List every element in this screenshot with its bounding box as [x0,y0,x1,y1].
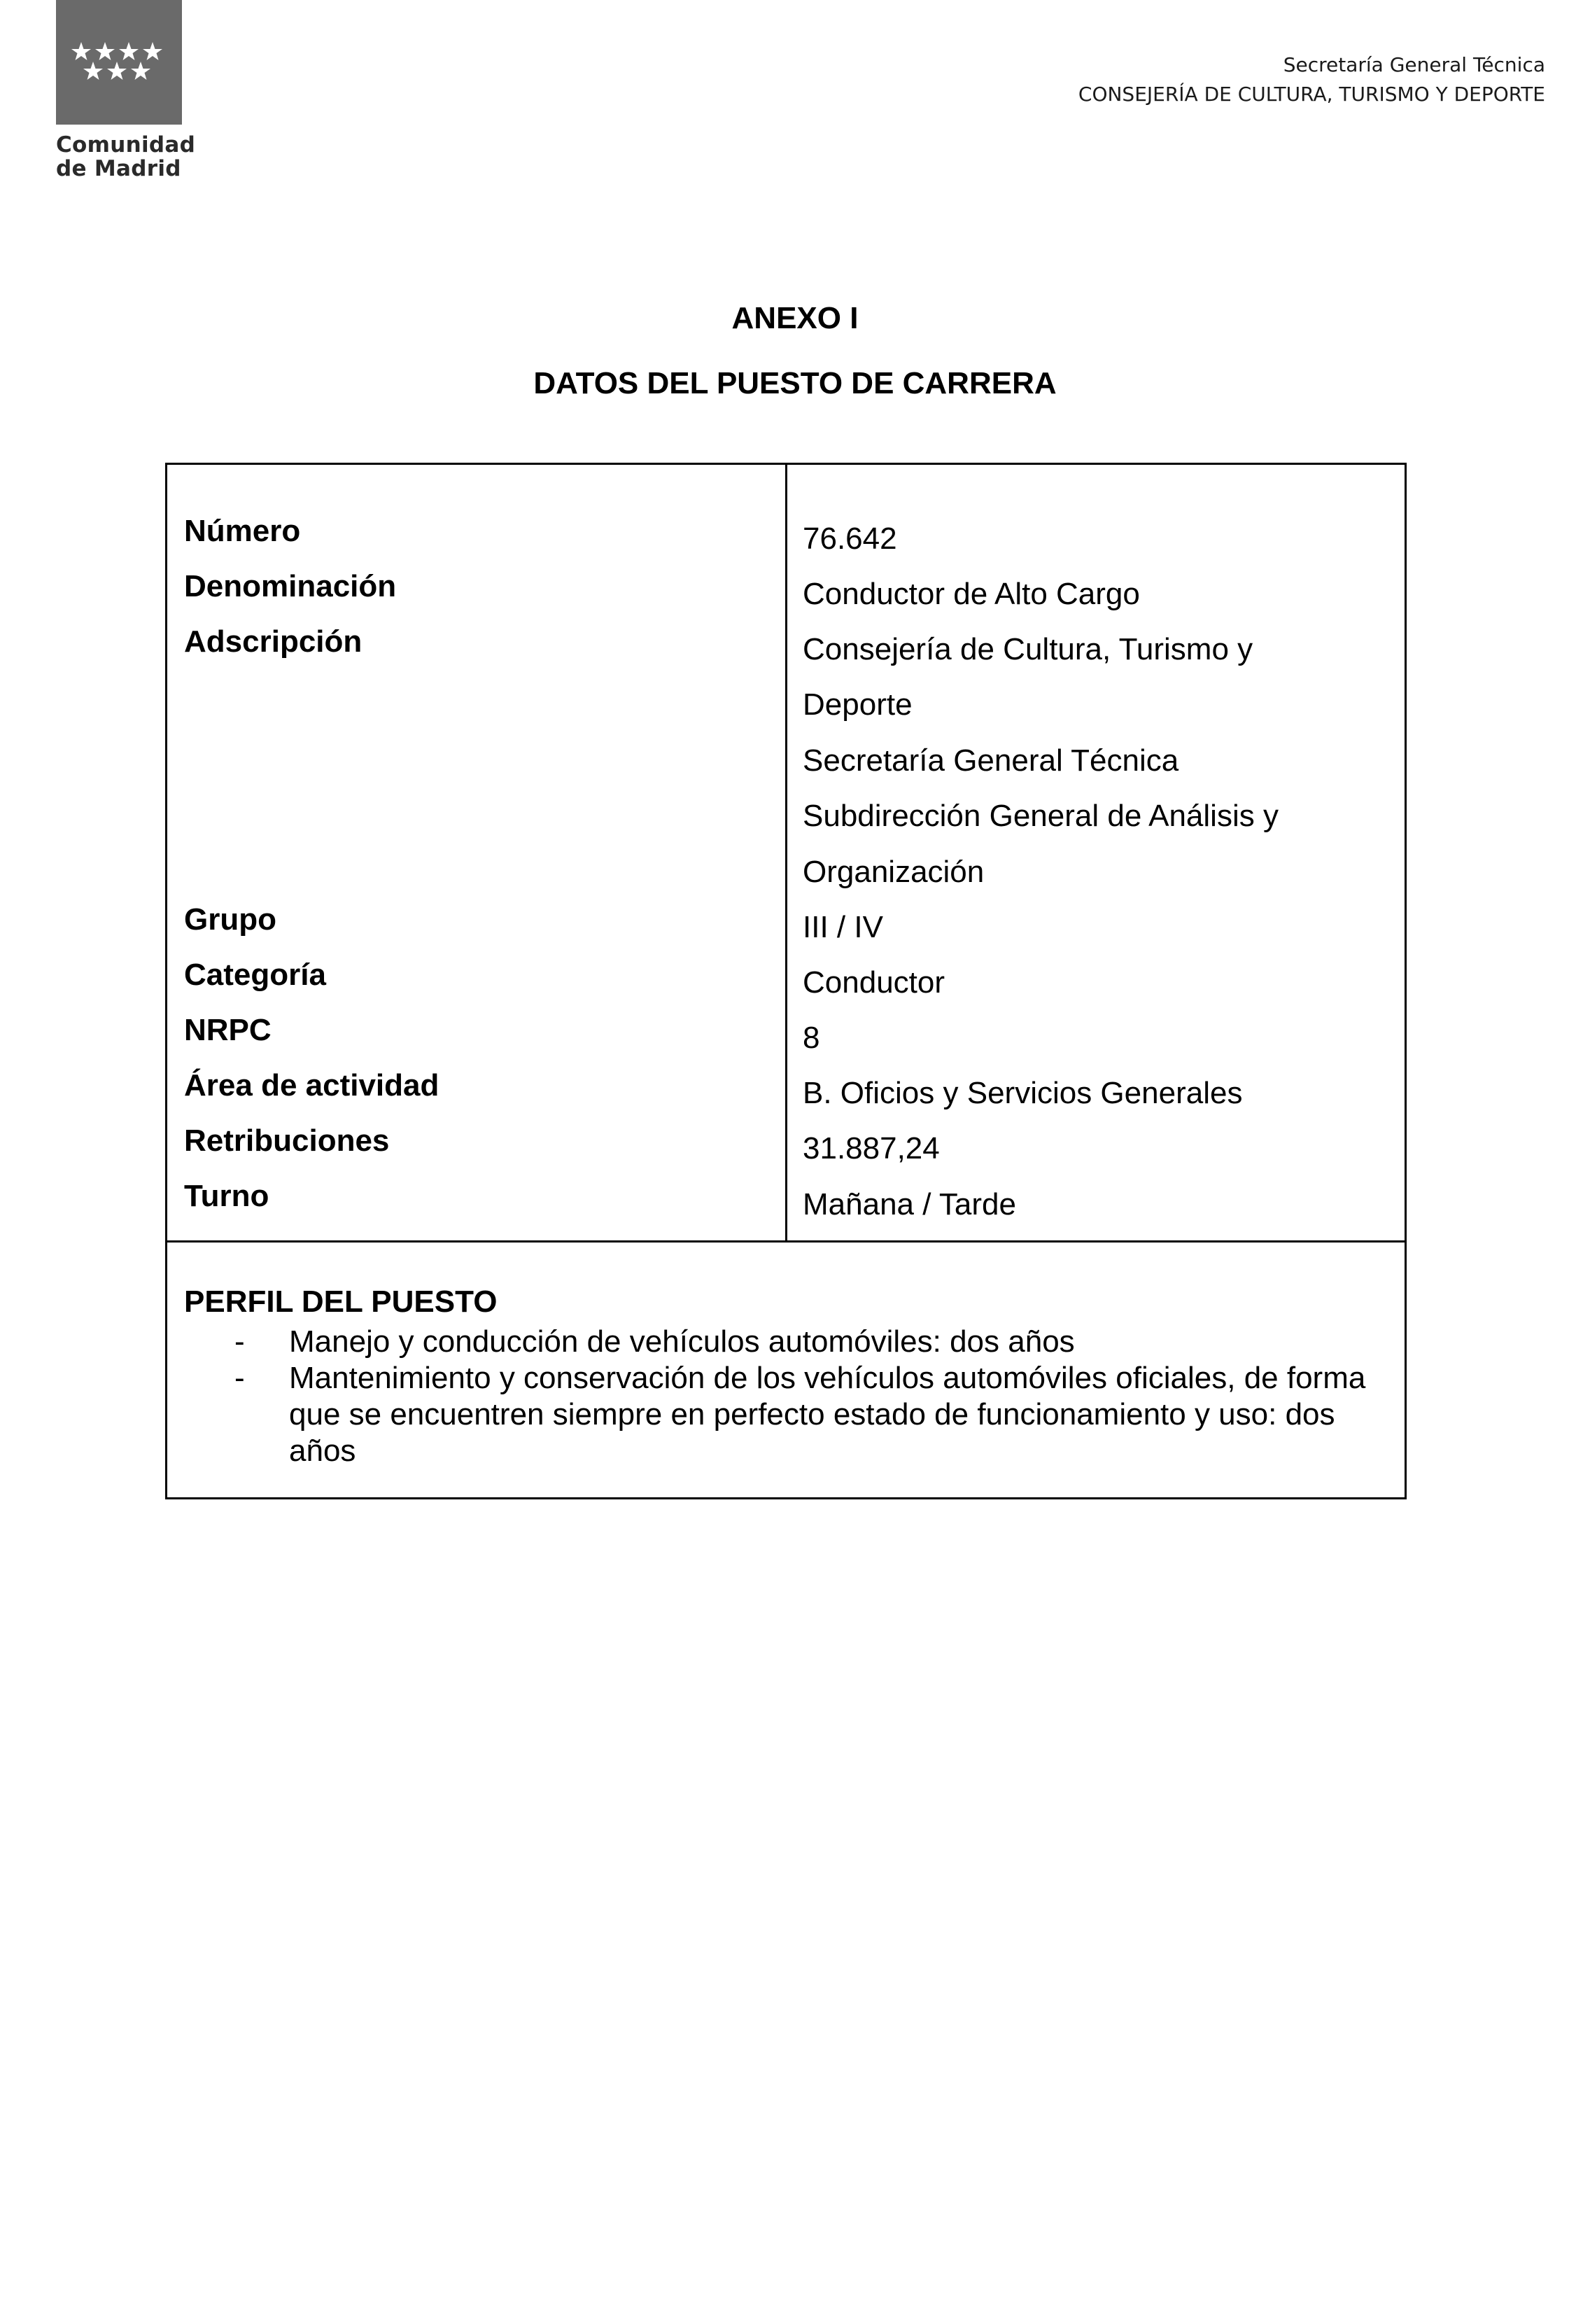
value-turno: Mañana / Tarde [803,1187,1016,1222]
label-adscripcion: Adscripción [184,624,363,659]
madrid-flag-icon [56,0,182,125]
value-denominacion: Conductor de Alto Cargo [803,577,1140,611]
annex-title: ANEXO I [731,301,859,335]
label-retribuciones: Retribuciones [184,1124,390,1158]
value-nrpc: 8 [803,1021,820,1055]
value-area: B. Oficios y Servicios Generales [803,1076,1243,1110]
logo-text-line1: Comunidad [56,132,196,158]
position-profile [167,1242,1405,1497]
list-item [184,1360,1374,1469]
label-nrpc: NRPC [184,1013,272,1047]
ministry-name: CONSEJERÍA DE CULTURA, TURISMO Y DEPORTE [1078,83,1545,106]
position-details [167,465,1405,1242]
requirement-text: Manejo y conducción de vehículos automóviles: dos años [289,1324,1075,1359]
profile-requirements-list [184,1324,1374,1469]
value-adscripcion-line5: Organización [803,855,985,889]
value-grupo: III / IV [803,910,883,944]
position-data-table [165,463,1407,1499]
value-adscripcion-line2: Deporte [803,687,913,722]
comunidad-madrid-logo [56,0,196,181]
requirement-text: Mantenimiento y conservación de los vehículos automóviles oficiales, de forma que se encuentren siempre en perfecto estado de funcionamiento y uso: dos años [289,1361,1366,1468]
label-turno: Turno [184,1179,269,1213]
bullet-dash: - [234,1361,245,1395]
label-categoria: Categoría [184,958,326,992]
label-numero: Número [184,514,301,548]
bullet-dash: - [234,1324,245,1359]
label-area: Área de actividad [184,1068,439,1102]
values-column [787,465,1405,1240]
label-grupo: Grupo [184,902,276,937]
list-item [184,1324,1374,1360]
department-name: Secretaría General Técnica [1283,53,1545,76]
department-header [1078,50,1545,109]
profile-title: PERFIL DEL PUESTO [184,1284,498,1319]
value-adscripcion-line4: Subdirección General de Análisis y [803,799,1279,833]
value-retribuciones: 31.887,24 [803,1131,940,1166]
labels-column [167,465,787,1240]
label-denominacion: Denominación [184,569,397,603]
document-subtitle: DATOS DEL PUESTO DE CARRERA [533,366,1057,400]
value-adscripcion-line3: Secretaría General Técnica [803,743,1179,778]
value-adscripcion-line1: Consejería de Cultura, Turismo y [803,632,1253,666]
value-categoria: Conductor [803,965,945,1000]
logo-text-line2: de Madrid [56,156,181,181]
value-numero: 76.642 [803,522,897,556]
